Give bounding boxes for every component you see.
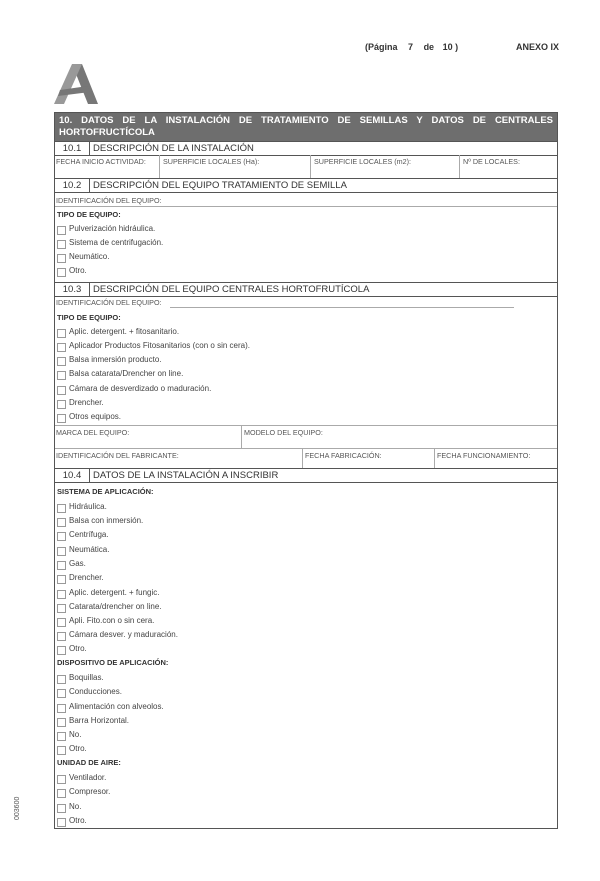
superficie-m2-field[interactable]: SUPERFICIE LOCALES (m2): [314,157,412,166]
checkbox[interactable] [57,254,66,263]
subsection-number: 10.2 [55,179,90,192]
checkbox-label: Balsa catarata/Drencher on line. [69,369,184,378]
checkbox-label: Gas. [69,559,86,568]
checkbox-label: Aplicador Productos Fitosanitarios (con o sin cera). [69,341,250,350]
divider [241,425,242,449]
sistema-aplicacion-label: SISTEMA DE APLICACIÓN: [57,487,154,496]
checkbox[interactable] [57,632,66,641]
checkbox-label: No. [69,730,82,739]
checkbox[interactable] [57,818,66,827]
checkbox-label: Balsa inmersión producto. [69,355,162,364]
divider [55,448,557,449]
identificacion-fabricante-field[interactable]: IDENTIFICACIÓN DEL FABRICANTE: [56,451,179,460]
checkbox[interactable] [57,789,66,798]
subsection-title: DATOS DE LA INSTALACIÓN A INSCRIBIR [93,470,279,481]
checkbox-label: Otro. [69,644,87,653]
subsection-10-3-header [55,282,557,297]
modelo-equipo-field[interactable]: MODELO DEL EQUIPO: [244,428,323,437]
checkbox[interactable] [57,575,66,584]
identificacion-equipo-field[interactable]: IDENTIFICACIÓN DEL EQUIPO: [56,196,162,205]
checkbox-label: Centrífuga. [69,530,109,539]
checkbox-label: Sistema de centrifugación. [69,238,164,247]
unidad-aire-label: UNIDAD DE AIRE: [57,758,121,767]
marca-equipo-field[interactable]: MARCA DEL EQUIPO: [56,428,130,437]
page-indicator [365,42,458,52]
checkbox-label: Cámara desver. y maduración. [69,630,178,639]
fecha-inicio-field[interactable]: FECHA INICIO ACTIVIDAD: [56,157,146,166]
checkbox[interactable] [57,746,66,755]
checkbox[interactable] [57,268,66,277]
checkbox[interactable] [57,732,66,741]
subsection-number: 10.3 [55,283,90,296]
checkbox[interactable] [57,804,66,813]
checkbox-label: Boquillas. [69,673,104,682]
checkbox[interactable] [57,518,66,527]
checkbox[interactable] [57,547,66,556]
dispositivo-aplicacion-label: DISPOSITIVO DE APLICACIÓN: [57,658,169,667]
checkbox[interactable] [57,386,66,395]
subsection-title: DESCRIPCIÓN DE LA INSTALACIÓN [93,143,254,154]
divider [434,448,435,468]
checkbox[interactable] [57,561,66,570]
checkbox-label: Drencher. [69,398,104,407]
document-code: 003600 [14,796,21,820]
checkbox[interactable] [57,400,66,409]
checkbox[interactable] [57,718,66,727]
checkbox-label: Balsa con inmersión. [69,516,144,525]
subsection-10-4-header [55,468,557,483]
checkbox[interactable] [57,775,66,784]
checkbox[interactable] [57,343,66,352]
checkbox[interactable] [57,532,66,541]
subsection-number: 10.4 [55,469,90,482]
checkbox[interactable] [57,240,66,249]
checkbox-label: Otros equipos. [69,412,122,421]
identificacion-equipo-field[interactable]: IDENTIFICACIÓN DEL EQUIPO: [56,298,162,307]
junta-logo-icon [54,64,100,104]
page-label: (Página [365,42,398,52]
page-of: de [423,42,435,52]
page-number: 7 [408,42,414,52]
checkbox-label: Neumática. [69,545,110,554]
checkbox-label: Neumático. [69,252,110,261]
checkbox-label: Hidráulica. [69,502,107,511]
tipo-equipo-label: TIPO DE EQUIPO: [57,313,121,322]
checkbox[interactable] [57,226,66,235]
divider [459,155,460,178]
checkbox[interactable] [57,414,66,423]
divider [302,448,303,468]
checkbox-label: Alimentación con alveolos. [69,702,164,711]
checkbox[interactable] [57,689,66,698]
checkbox-label: Pulverización hidráulica. [69,224,156,233]
checkbox-label: Drencher. [69,573,104,582]
checkbox-label: Aplic. detergent. + fitosanitario. [69,327,180,336]
section-10-title-line2: HORTOFRUCTÍCOLA [59,127,155,138]
checkbox[interactable] [57,704,66,713]
fecha-fabricacion-field[interactable]: FECHA FABRICACIÓN: [305,451,382,460]
checkbox-label: Otro. [69,816,87,825]
checkbox[interactable] [57,357,66,366]
divider [159,155,160,178]
subsection-number: 10.1 [55,142,90,155]
divider [55,425,557,426]
checkbox[interactable] [57,590,66,599]
fecha-funcionamiento-field[interactable]: FECHA FUNCIONAMIENTO: [437,451,531,460]
checkbox[interactable] [57,618,66,627]
divider [310,155,311,178]
checkbox-label: Otro. [69,744,87,753]
checkbox-label: Barra Horizontal. [69,716,130,725]
checkbox[interactable] [57,675,66,684]
checkbox-label: No. [69,802,82,811]
subsection-10-1-header [55,141,557,156]
section-10-title [55,113,557,141]
checkbox[interactable] [57,646,66,655]
section-10-title-line1: 10. DATOS DE LA INSTALACIÓN DE TRATAMIENTO DE SEMILLAS Y DATOS DE CENTRALES [59,115,553,126]
subsection-title: DESCRIPCIÓN DEL EQUIPO TRATAMIENTO DE SEMILLA [93,180,347,191]
checkbox-label: Apli. Fito.con o sin cera. [69,616,155,625]
page-total: 10 ) [442,42,459,52]
subsection-10-2-header [55,178,557,193]
checkbox[interactable] [57,371,66,380]
checkbox-label: Catarata/drencher on line. [69,602,162,611]
checkbox-label: Compresor. [69,787,111,796]
num-locales-field[interactable]: Nº DE LOCALES: [463,157,520,166]
checkbox-label: Otro. [69,266,87,275]
divider [55,206,557,207]
checkbox-label: Cámara de desverdizado o maduración. [69,384,212,393]
checkbox-label: Aplic. detergent. + fungic. [69,588,160,597]
input-underline [170,307,514,308]
checkbox[interactable] [57,329,66,338]
superficie-ha-field[interactable]: SUPERFICIE LOCALES (Ha): [163,157,260,166]
checkbox[interactable] [57,504,66,513]
tipo-equipo-label: TIPO DE EQUIPO: [57,210,121,219]
checkbox-label: Conducciones. [69,687,122,696]
checkbox-label: Ventilador. [69,773,107,782]
checkbox[interactable] [57,604,66,613]
subsection-title: DESCRIPCIÓN DEL EQUIPO CENTRALES HORTOFRUTÍCOLA [93,284,370,295]
annex-label: ANEXO IX [516,42,560,52]
